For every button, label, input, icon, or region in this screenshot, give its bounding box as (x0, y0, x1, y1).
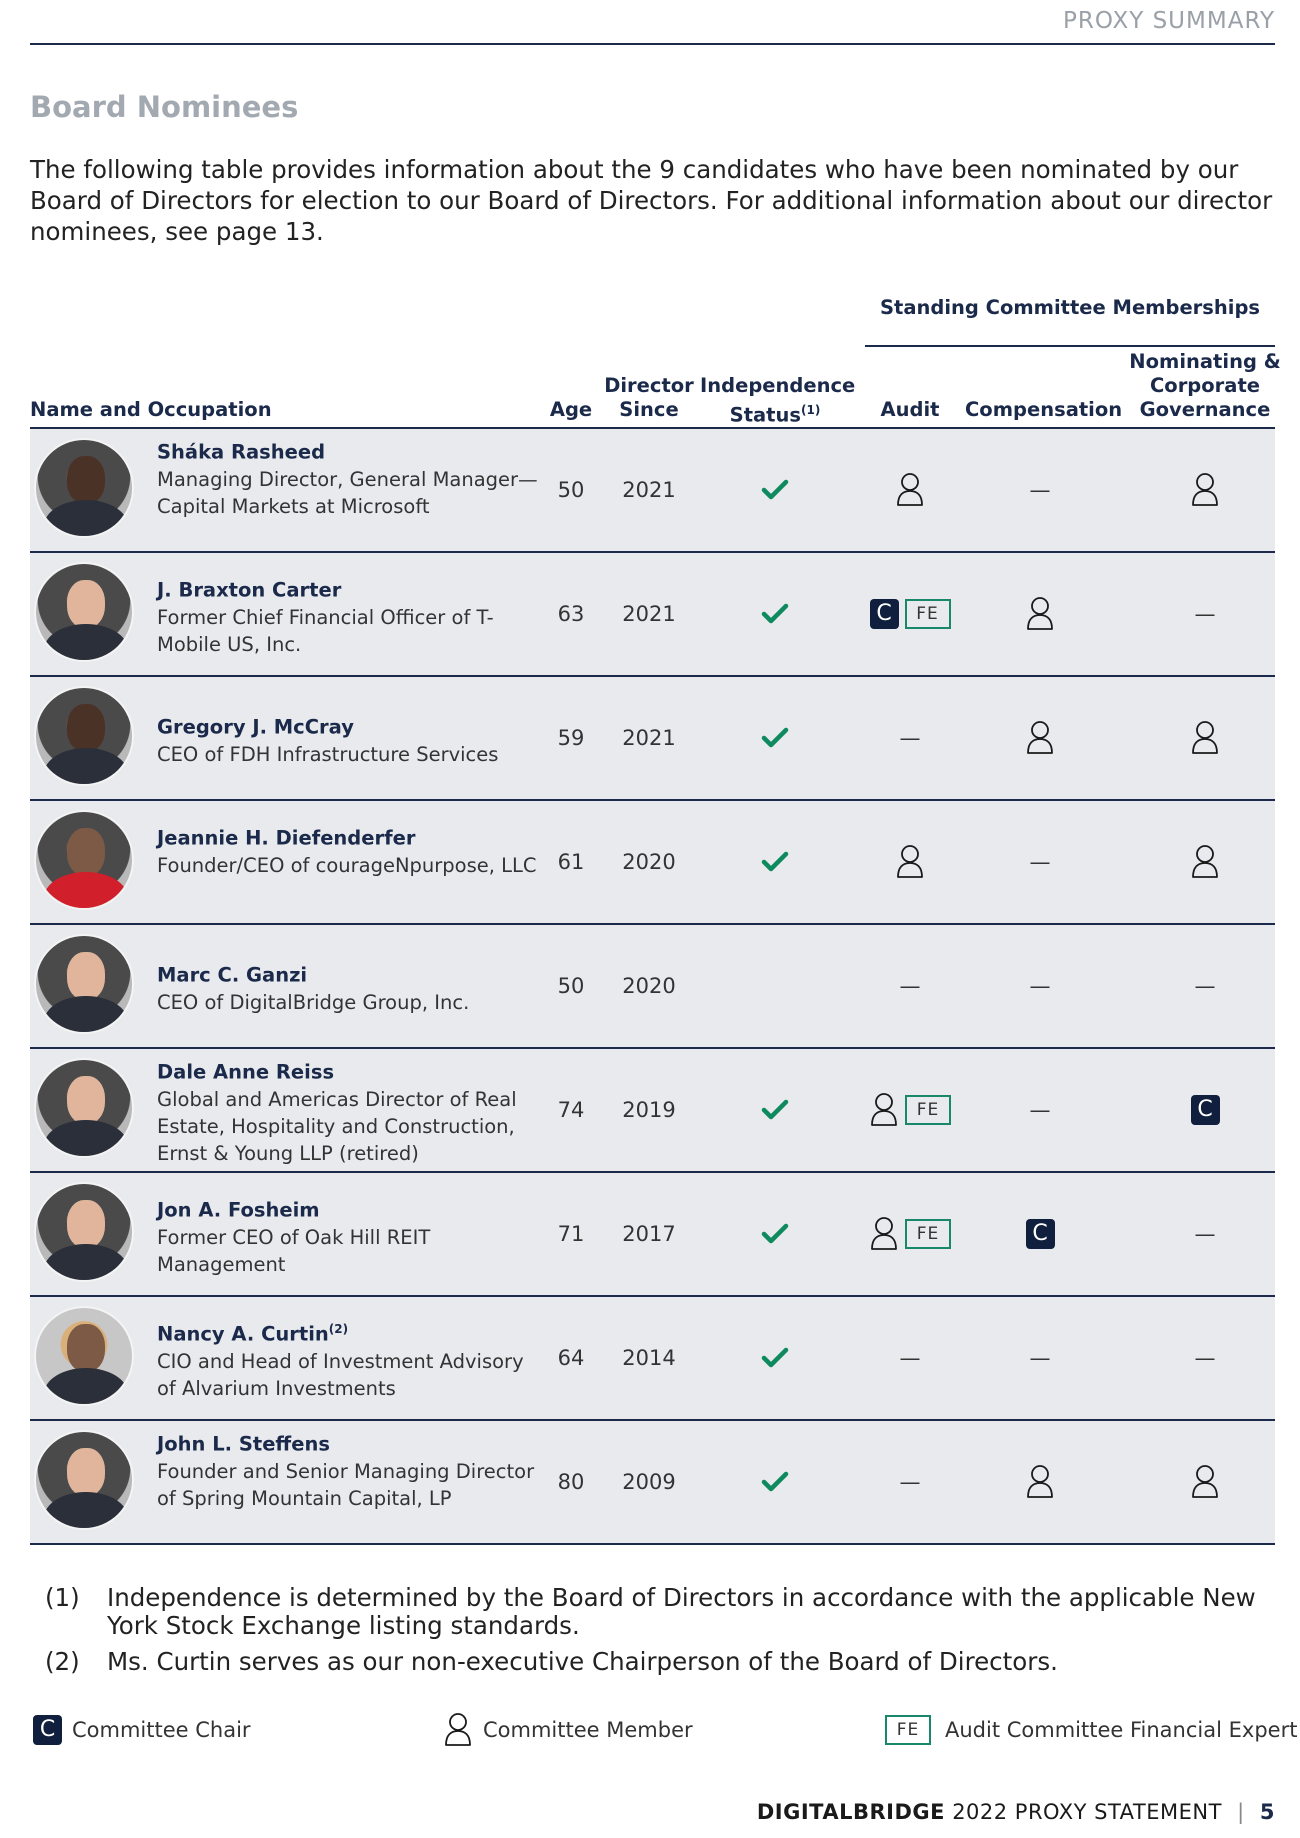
nominee-photo (34, 934, 134, 1034)
nominating-cell (1120, 1297, 1290, 1419)
footnote-ref: (2) (328, 1322, 349, 1336)
footnote-1 (45, 1584, 1275, 1644)
footnote-number: (2) (45, 1647, 80, 1676)
dash: — (1029, 974, 1051, 998)
nominee-photo (34, 686, 134, 786)
independence-cell (700, 1049, 850, 1171)
page-number: 5 (1259, 1800, 1275, 1824)
nominee-occupation: Former CEO of Oak Hill REIT Management (157, 1225, 431, 1276)
director-since-cell: 2014 (622, 1346, 676, 1370)
table-row (30, 1421, 1275, 1545)
nominating-cell (1120, 1421, 1290, 1543)
table-row (30, 553, 1275, 677)
compensation-cell (965, 1173, 1115, 1295)
top-rule (30, 43, 1275, 45)
member-icon (869, 1216, 899, 1252)
legend-chair-label: Committee Chair (72, 1718, 251, 1742)
age-cell: 50 (557, 478, 585, 502)
director-since-cell: 2021 (622, 602, 676, 626)
nominee-name: John L. Steffens (157, 1432, 330, 1456)
independence-cell (700, 429, 850, 551)
dash: — (899, 726, 921, 750)
member-icon (1025, 1464, 1055, 1500)
footnote-text: Ms. Curtin serves as our non-executive Chairperson of the Board of Directors. (107, 1647, 1058, 1676)
audit-cell (855, 553, 965, 675)
nominee-occupation: Former Chief Financial Officer of T-Mobile US, Inc. (157, 605, 494, 656)
footnote-ref: (1) (801, 403, 821, 417)
nominating-cell (1120, 1173, 1290, 1295)
nominee-occupation: CEO of FDH Infrastructure Services (157, 742, 499, 766)
member-icon (895, 844, 925, 880)
member-icon (1025, 720, 1055, 756)
check-icon (761, 603, 789, 625)
nominee-photo (34, 1182, 134, 1282)
compensation-cell (965, 801, 1115, 923)
financial-expert-icon: FE (905, 1219, 951, 1249)
director-since-cell: 2021 (622, 478, 676, 502)
compensation-cell (965, 1421, 1115, 1543)
dash: — (899, 1346, 921, 1370)
nominee-photo (34, 810, 134, 910)
col-header-independence (700, 374, 856, 428)
nominee-name: Marc C. Ganzi (157, 963, 308, 987)
independence-cell (700, 1297, 850, 1419)
financial-expert-icon: FE (905, 599, 951, 629)
compensation-cell (965, 1049, 1115, 1171)
name-occupation (157, 1426, 542, 1512)
chair-icon: C (1191, 1095, 1220, 1125)
page-footer (757, 1800, 1275, 1824)
nominee-occupation: Founder and Senior Managing Director of Spring Mountain Capital, LP (157, 1459, 535, 1510)
age-cell: 74 (557, 1098, 585, 1122)
table-row (30, 429, 1275, 553)
nominee-name: Dale Anne Reiss (157, 1060, 335, 1084)
dash: — (1029, 1346, 1051, 1370)
dash: — (1029, 1098, 1051, 1122)
nominee-name: Jeannie H. Diefenderfer (157, 826, 416, 850)
check-icon (761, 1223, 789, 1245)
audit-cell (855, 677, 965, 799)
nominee-photo (34, 562, 134, 662)
nominee-occupation: CEO of DigitalBridge Group, Inc. (157, 990, 470, 1014)
check-icon (761, 1471, 789, 1493)
col-header-since: Director Since (604, 374, 694, 421)
chair-icon: C (870, 599, 899, 629)
member-icon (1190, 472, 1220, 508)
name-occupation (157, 709, 542, 768)
age-cell: 64 (557, 1346, 585, 1370)
legend-member (443, 1713, 693, 1747)
member-icon (1190, 844, 1220, 880)
independence-cell (700, 553, 850, 675)
audit-cell (855, 429, 965, 551)
director-since-cell: 2020 (622, 850, 676, 874)
nominating-cell (1120, 801, 1290, 923)
col-header-independence-label: Independence Status (700, 374, 856, 427)
independence-cell (700, 677, 850, 799)
footnote-number: (1) (45, 1583, 80, 1612)
nominating-cell (1120, 1049, 1290, 1171)
intro-paragraph: The following table provides information about the 9 candidates who have been nominated by our Board of Directors for election to our Board of Directors. For additional information about our director nominees, see page 13. (30, 155, 1273, 246)
nominating-cell (1120, 429, 1290, 551)
check-icon (761, 1347, 789, 1369)
compensation-cell (965, 925, 1115, 1047)
audit-cell (855, 801, 965, 923)
committee-group-header: Standing Committee Memberships (879, 296, 1261, 319)
audit-cell (855, 1297, 965, 1419)
nominee-occupation: CIO and Head of Investment Advisory of Alvarium Investments (157, 1349, 524, 1400)
audit-cell (855, 925, 965, 1047)
table-row (30, 801, 1275, 925)
audit-cell (855, 1049, 965, 1171)
name-occupation (157, 1316, 542, 1402)
table-row (30, 1173, 1275, 1297)
nominee-occupation: Global and Americas Director of Real Estate, Hospitality and Construction, Ernst & Young LLP (retired) (157, 1087, 517, 1165)
committee-group-rule (865, 345, 1275, 347)
name-occupation (157, 820, 542, 879)
table-row (30, 1049, 1275, 1173)
check-icon (761, 727, 789, 749)
director-since-cell: 2009 (622, 1470, 676, 1494)
independence-cell (700, 925, 850, 1047)
age-cell: 61 (557, 850, 585, 874)
director-since-cell: 2017 (622, 1222, 676, 1246)
section-label: PROXY SUMMARY (1062, 8, 1275, 34)
col-header-audit: Audit (880, 398, 940, 421)
col-header-age: Age (549, 398, 593, 421)
nominee-name: Nancy A. Curtin (157, 1322, 329, 1346)
nominating-cell (1120, 925, 1290, 1047)
nominee-name: Gregory J. McCray (157, 715, 354, 739)
independence-cell (700, 1421, 850, 1543)
footer-separator: | (1237, 1800, 1245, 1824)
table-row (30, 1297, 1275, 1421)
director-since-cell: 2021 (622, 726, 676, 750)
director-since-cell: 2020 (622, 974, 676, 998)
compensation-cell (965, 429, 1115, 551)
financial-expert-icon: FE (905, 1095, 951, 1125)
age-cell: 59 (557, 726, 585, 750)
col-header-name: Name and Occupation (30, 398, 272, 421)
legend-member-label: Committee Member (483, 1718, 693, 1742)
name-occupation (157, 957, 542, 1016)
name-occupation (157, 572, 542, 658)
chair-icon: C (1026, 1219, 1055, 1249)
legend-chair (33, 1713, 251, 1747)
check-icon (761, 479, 789, 501)
nominee-photo (34, 1058, 134, 1158)
nominee-table (30, 429, 1275, 1545)
member-icon (443, 1712, 473, 1748)
compensation-cell (965, 677, 1115, 799)
age-cell: 80 (557, 1470, 585, 1494)
age-cell: 63 (557, 602, 585, 626)
footer-brand: DIGITALBRIDGE (756, 1800, 945, 1824)
nominee-photo (34, 438, 134, 538)
legend-fe (885, 1713, 1297, 1747)
col-header-nominating: Nominating & Corporate Governance (1129, 350, 1281, 421)
nominee-occupation: Managing Director, General Manager—Capital Markets at Microsoft (157, 467, 538, 518)
director-since-cell: 2019 (622, 1098, 676, 1122)
audit-cell (855, 1421, 965, 1543)
nominating-cell (1120, 677, 1290, 799)
member-icon (1190, 1464, 1220, 1500)
nominee-photo (34, 1430, 134, 1530)
chair-icon: C (33, 1715, 62, 1745)
table-row (30, 677, 1275, 801)
footer-doc: 2022 PROXY STATEMENT (952, 1800, 1222, 1824)
dash: — (899, 1470, 921, 1494)
nominee-name: Jon A. Fosheim (157, 1198, 320, 1222)
name-occupation (157, 434, 542, 520)
dash: — (899, 974, 921, 998)
dash: — (1194, 974, 1216, 998)
audit-cell (855, 1173, 965, 1295)
dash: — (1029, 478, 1051, 502)
financial-expert-icon: FE (885, 1715, 931, 1745)
independence-cell (700, 1173, 850, 1295)
table-row (30, 925, 1275, 1049)
check-icon (761, 851, 789, 873)
nominee-name: J. Braxton Carter (157, 578, 342, 602)
footnote-2 (45, 1648, 1275, 1678)
dash: — (1194, 1346, 1216, 1370)
compensation-cell (965, 553, 1115, 675)
legend-fe-label: Audit Committee Financial Expert (945, 1718, 1298, 1742)
name-occupation (157, 1054, 542, 1167)
dash: — (1194, 1222, 1216, 1246)
nominee-photo (34, 1306, 134, 1406)
member-icon (1190, 720, 1220, 756)
dash: — (1194, 602, 1216, 626)
nominating-cell (1120, 553, 1290, 675)
nominee-occupation: Founder/CEO of courageNpurpose, LLC (157, 853, 537, 877)
footnote-text: Independence is determined by the Board of Directors in accordance with the applicable New York Stock Exchange listing standards. (107, 1583, 1256, 1640)
member-icon (895, 472, 925, 508)
independence-cell (700, 801, 850, 923)
nominee-name: Sháka Rasheed (157, 440, 326, 464)
compensation-cell (965, 1297, 1115, 1419)
col-header-compensation: Compensation (965, 398, 1123, 421)
age-cell: 50 (557, 974, 585, 998)
member-icon (1025, 596, 1055, 632)
name-occupation (157, 1192, 542, 1278)
age-cell: 71 (557, 1222, 585, 1246)
member-icon (869, 1092, 899, 1128)
section-title: Board Nominees (30, 90, 299, 124)
dash: — (1029, 850, 1051, 874)
check-icon (761, 1099, 789, 1121)
